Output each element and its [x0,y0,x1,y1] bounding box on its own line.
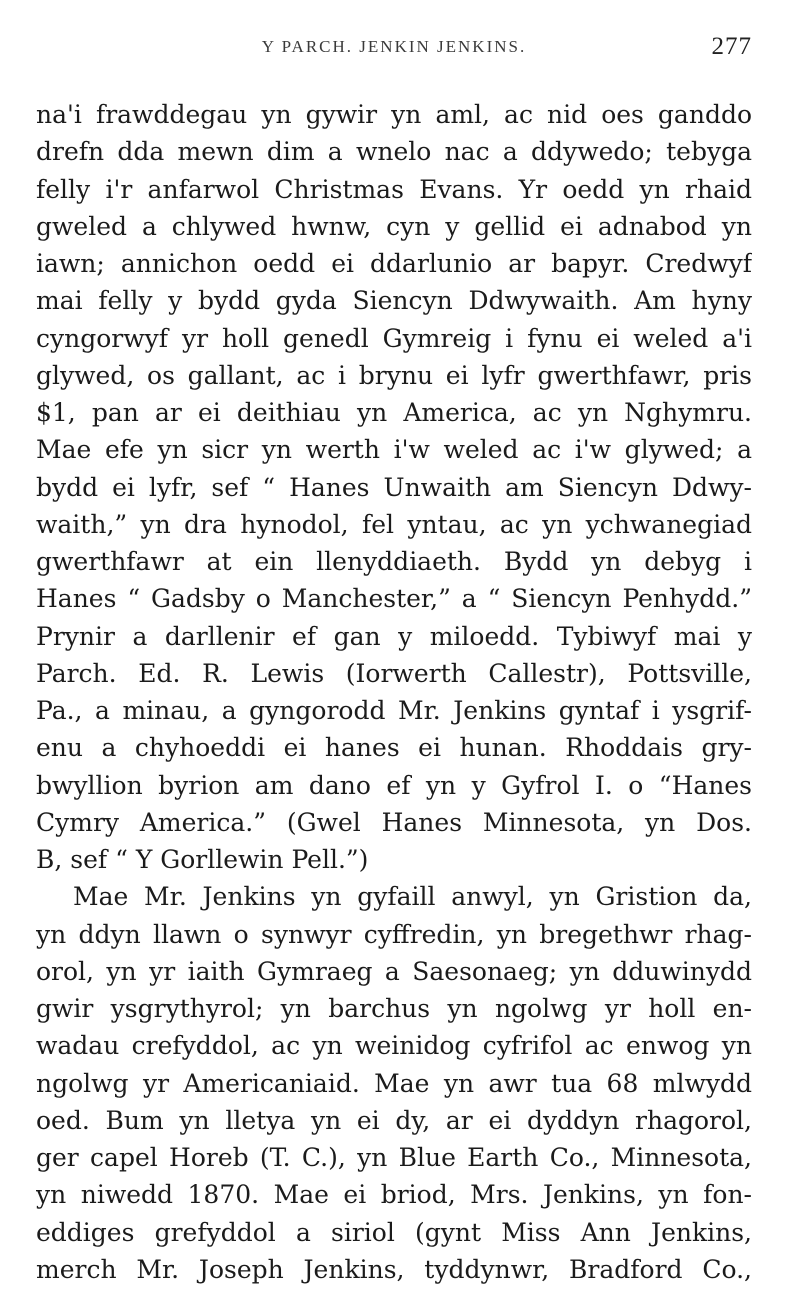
text-line: $1, pan ar ei deithiau yn America, ac yn Nghymru. [36,398,752,427]
text-line: enu a chyhoeddi ei hanes ei hunan. Rhoddais gry- [36,733,752,763]
text-line: eddiges grefyddol a siriol (gynt Miss Ann Jenkins, [36,1217,752,1247]
text-line: gweled a chlywed hwnw, cyn y gellid ei adnabod yn [36,211,752,241]
text-line: oed. Bum yn lletya yn ei dy, ar ei dyddyn rhagorol, [36,1105,752,1135]
text-line: Parch. Ed. R. Lewis (Iorwerth Callestr), Pottsville, [36,658,752,688]
text-line: gwerthfawr at ein llenyddiaeth. Bydd yn debyg i [36,547,752,576]
text-line: Mae efe yn sicr yn werth i'w weled ac i'w glywed; a [36,435,752,465]
text-line: Pa., a minau, a gyngorodd Mr. Jenkins gyntaf i ysgrif- [36,696,752,725]
text-line: felly i'r anfarwol Christmas Evans. Yr oedd yn rhaid [36,174,752,204]
page-number: 277 [711,33,752,60]
text-line: ger capel Horeb (T. C.), yn Blue Earth Co., Minnesota, [36,1143,752,1172]
text-line: yn ddyn llawn o synwyr cyffredin, yn bregethwr rhag- [36,919,752,949]
text-line: wadau crefyddol, ac yn weinidog cyfrifol ac enwog yn [36,1031,752,1061]
body-text [36,96,752,1288]
text-line: mai felly y bydd gyda Siencyn Ddwywaith. Am hyny [36,286,752,316]
running-head: Y PARCH. JENKIN JENKINS. [261,37,527,56]
text-line: B, sef “ Y Gorllewin Pell.”) [36,845,369,874]
text-line: Cymry America.” (Gwel Hanes Minnesota, yn Dos. [36,807,752,837]
text-line: glywed, os gallant, ac i brynu ei lyfr gwerthfawr, pris [36,360,752,390]
text-line: gwir ysgrythyrol; yn barchus yn ngolwg yr holl en- [36,994,752,1023]
page-header [36,33,752,63]
text-line: waith,” yn dra hynodol, fel yntau, ac yn ychwanegiad [36,509,752,539]
text-line: Mae Mr. Jenkins yn gyfaill anwyl, yn Gristion da, [73,882,752,912]
text-line: merch Mr. Joseph Jenkins, tyddynwr, Bradford Co., [36,1254,752,1284]
text-line: orol, yn yr iaith Gymraeg a Saesonaeg; yn dduwinydd [36,956,752,986]
text-line: na'i frawddegau yn gywir yn aml, ac nid oes ganddo [36,100,752,129]
text-line: ngolwg yr Americaniaid. Mae yn awr tua 68 mlwydd [36,1068,752,1098]
text-line: iawn; annichon oedd ei ddarlunio ar bapyr. Credwyf [36,249,752,278]
text-line: bwyllion byrion am dano ef yn y Gyfrol I. o “Hanes [36,770,752,800]
text-line: bydd ei lyfr, sef “ Hanes Unwaith am Siencyn Ddwy- [36,472,752,502]
text-line: yn niwedd 1870. Mae ei briod, Mrs. Jenkins, yn fon- [36,1180,752,1210]
text-line: Prynir a darllenir ef gan y miloedd. Tybiwyf mai y [36,621,752,651]
text-line: cyngorwyf yr holl genedl Gymreig i fynu ei weled a'i [36,323,752,353]
text-line: Hanes “ Gadsby o Manchester,” a “ Siencyn Penhydd.” [36,584,752,614]
text-line: drefn dda mewn dim a wnelo nac a ddywedo; tebyga [36,137,752,167]
